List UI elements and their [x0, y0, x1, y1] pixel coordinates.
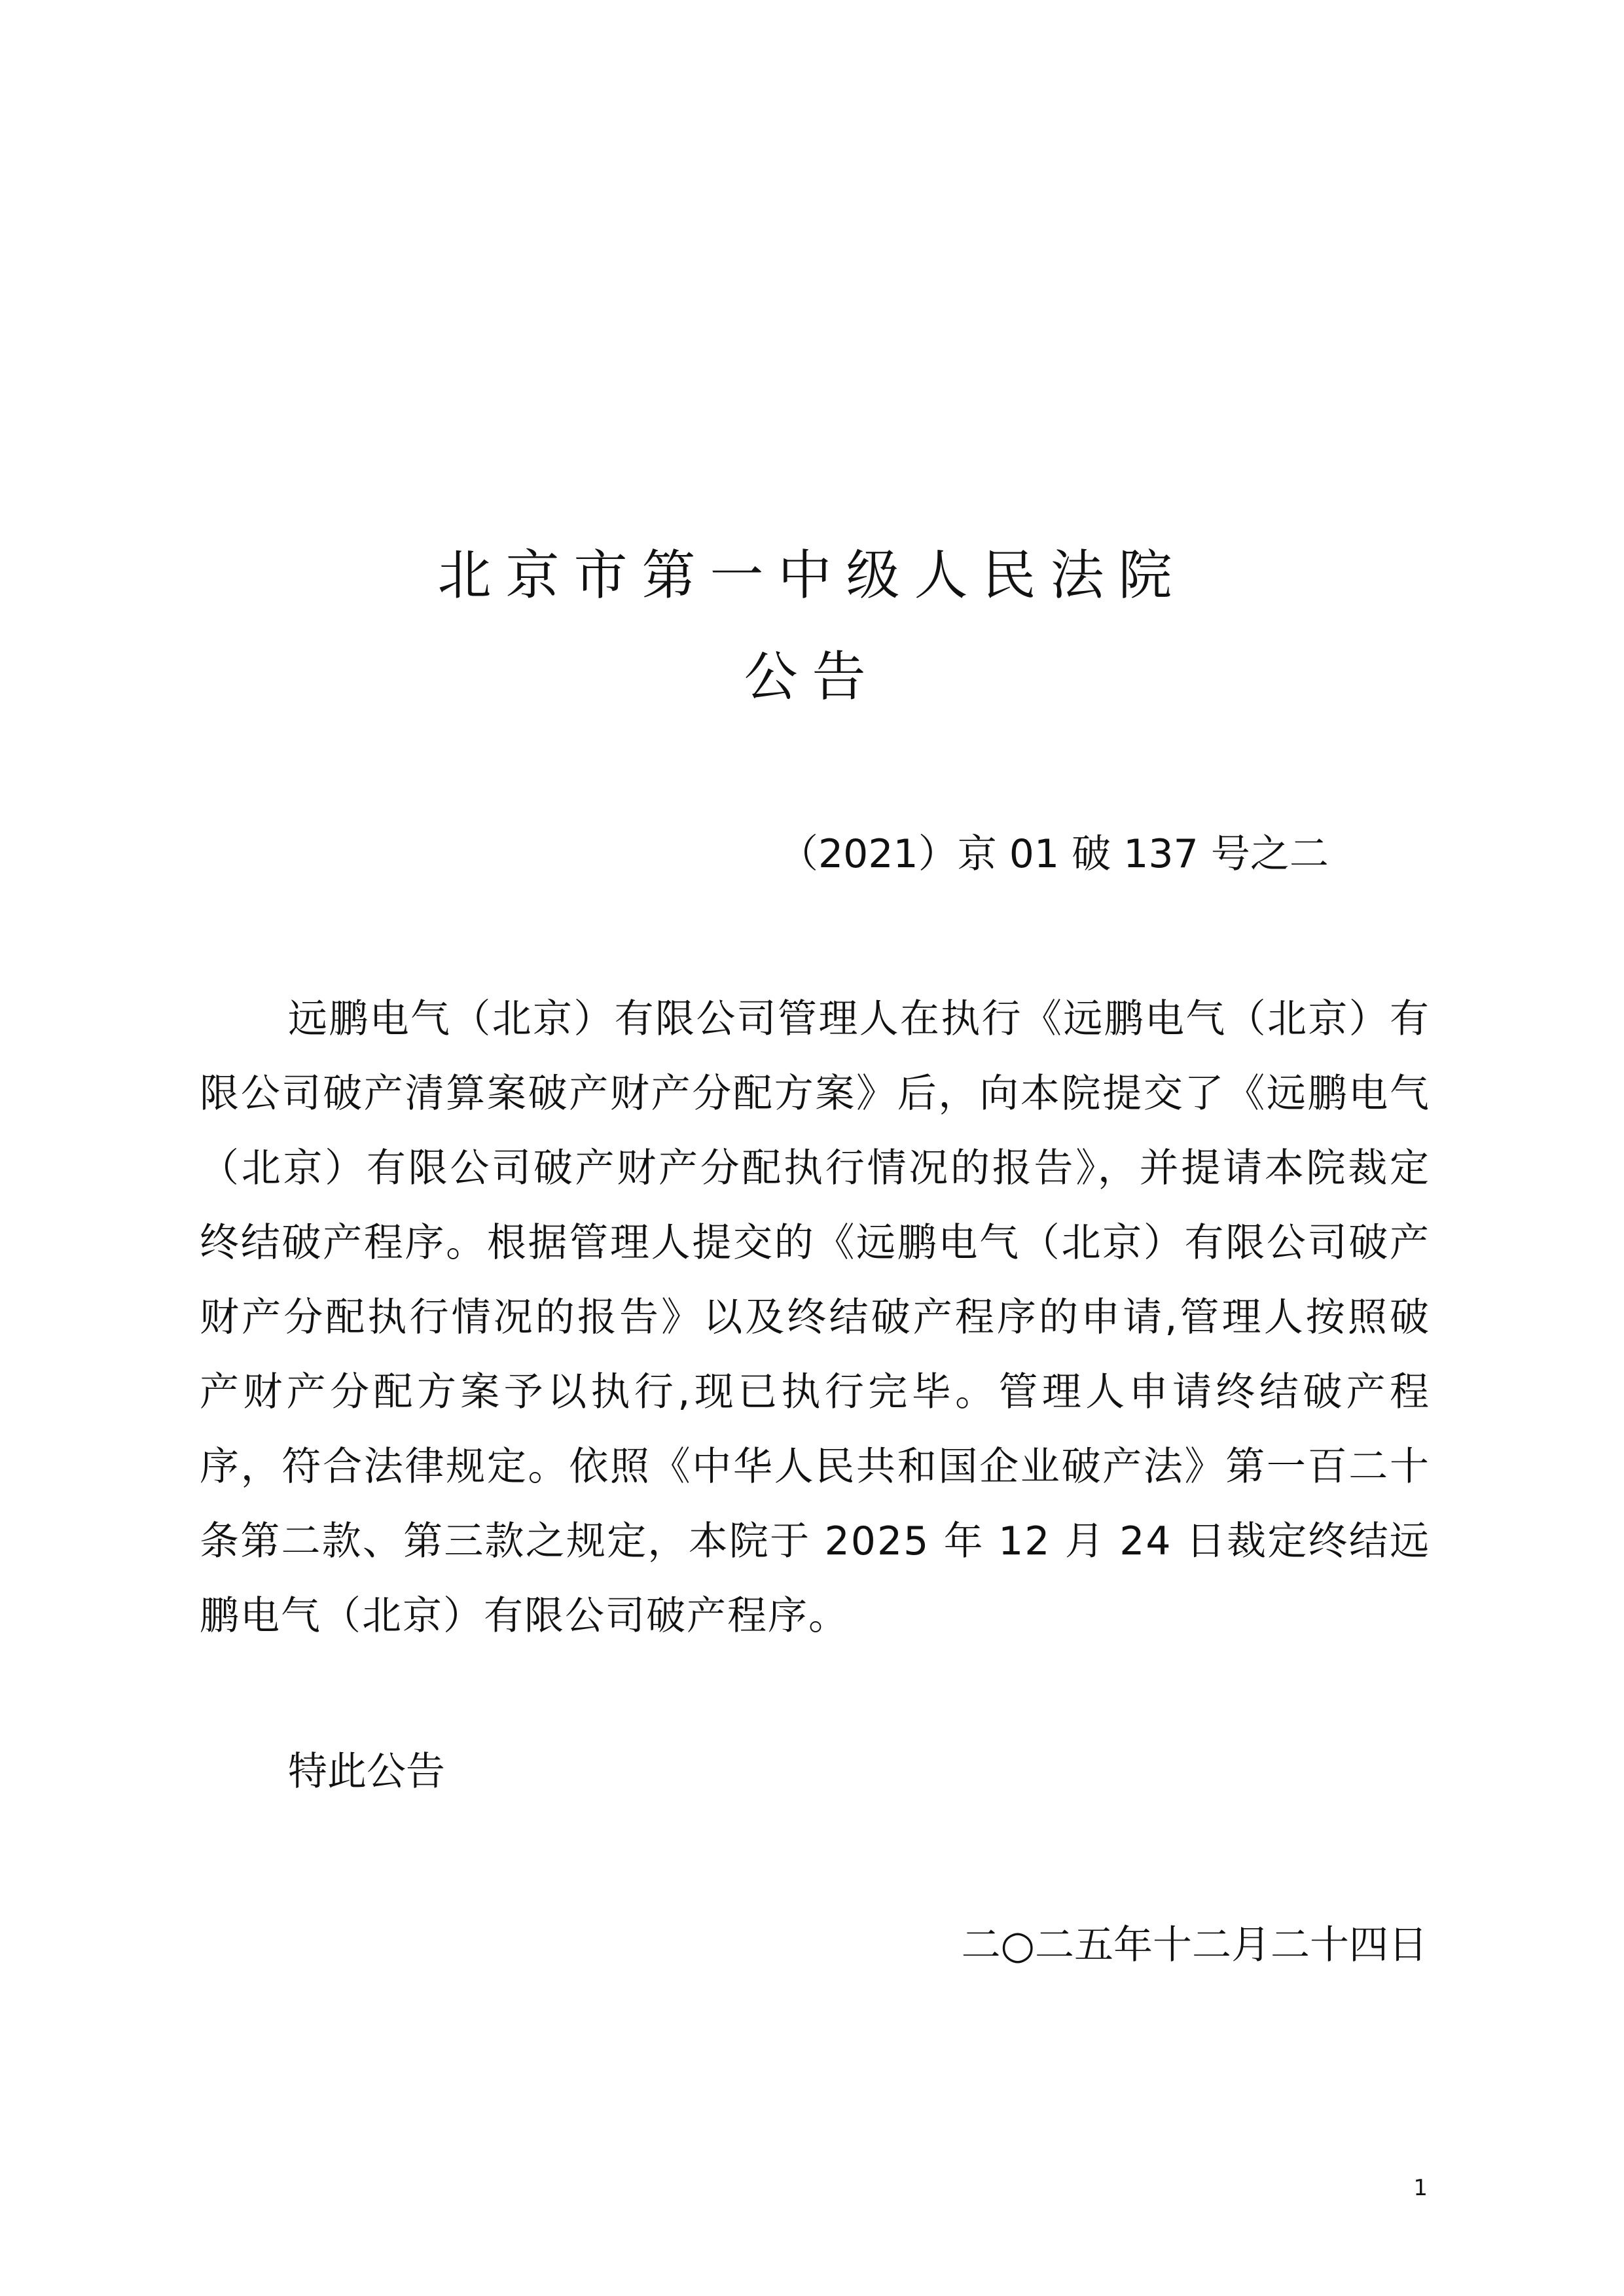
- document-type-heading: 公告: [744, 646, 880, 708]
- court-name-heading: 北京市第一中级人民法院: [437, 545, 1187, 607]
- page-number: 1: [1413, 2175, 1428, 2201]
- announcement-body-paragraph: 远鹏电气（北京）有限公司管理人在执行《远鹏电气（北京）有限公司破产清算案破产财产分配方案》后，向本院提交了《远鹏电气（北京）有限公司破产财产分配执行情况的报告》，并提请本院裁定终结破产程序。根据管理人提交的《远鹏电气（北京）有限公司破产财产分配执行情况的报告》以及终结破产程序的申请,管理人按照破产财产分配方案予以执行,现已执行完毕。管理人申请终结破产程序，符合法律规定。依照《中华人民共和国企业破产法》第一百二十条第二款、第三款之规定，本院于 2025 年 12 月 24 日裁定终结远鹏电气（北京）有限公司破产程序。: [200, 996, 1430, 1639]
- case-number: （2021）京 01 破 137 号之二: [779, 831, 1329, 877]
- closing-statement: 特此公告: [288, 1749, 445, 1795]
- issue-date: 二○二五年十二月二十四日: [961, 1922, 1428, 1968]
